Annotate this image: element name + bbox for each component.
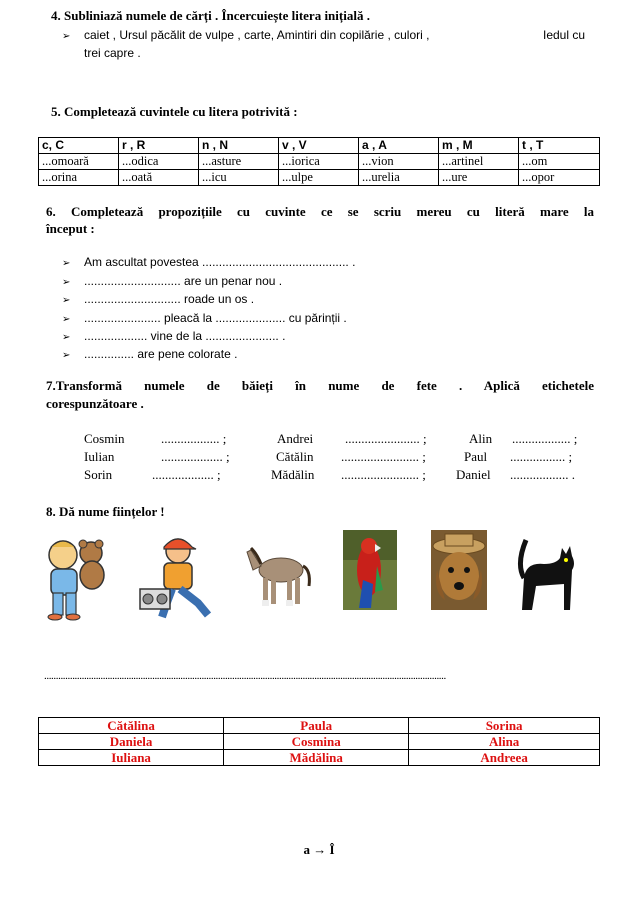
ex4-word-list-end: Iedul cu [543,28,586,42]
arrow-bullet-icon: ➢ [62,277,71,288]
ex5-letter-table [38,137,600,186]
boy-with-radio-image [136,533,216,621]
ex6-title-cont: început : [46,221,95,236]
arrow-bullet-icon: ➢ [62,332,71,343]
table-cell: Andreea [409,750,600,766]
table-cell: ...vion [359,154,439,170]
list-item: ➢ ............................. roade un os . [62,292,255,306]
answer-blank: ........................ ; [341,449,426,464]
table-cell: ...asture [199,154,279,170]
child-with-teddy-bear-image [41,533,113,621]
black-cat-image [516,534,580,612]
answer-blank: .................. ; [161,431,227,446]
boy-name: Sorin [84,467,113,482]
boy-name: Paul [464,449,488,464]
answer-blank: ........................ ; [341,467,426,482]
answer-blank: ....................... ; [345,431,427,446]
table-cell: ...opor [519,170,600,186]
table-cell: Daniela [39,734,224,750]
table-cell: ...odica [119,154,199,170]
boy-name: Alin [469,431,493,446]
list-item: ➢ ............... are pene colorate . [62,347,238,361]
table-cell: r , R [119,138,199,154]
ex7-title: 7.Transformă numele de băieți în nume de fete . Aplică etichetele [46,378,594,393]
boy-name: Cătălin [276,449,314,464]
answer-blank: ................... ; [152,467,221,482]
table-cell: ...om [519,154,600,170]
table-cell: a , A [359,138,439,154]
boy-name: Cosmin [84,431,125,446]
answer-blank: .................. . [510,467,575,482]
ex4-word-list: ➢ caiet , Ursul păcălit de vulpe , carte, Amintiri din copilărie , culori , [62,28,430,42]
table-cell: Mădălina [224,750,409,766]
boy-name: Andrei [277,431,314,446]
table-cell: ...artinel [439,154,519,170]
answer-blank: ................... ; [161,449,230,464]
table-cell: ...ure [439,170,519,186]
table-cell: t , T [519,138,600,154]
table-cell: Iuliana [39,750,224,766]
list-item: ➢ ....................... pleacă la ..................... cu părinții . [62,311,347,325]
table-cell: ...orina [39,170,119,186]
list-item: ➢ ............................. are un penar nou . [62,274,283,288]
arrow-bullet-icon: ➢ [62,295,71,306]
ex8-title: 8. Dă nume ființelor ! [46,504,165,519]
answer-blank: .................. ; [512,431,578,446]
arrow-bullet-icon: ➢ [62,350,71,361]
table-cell: ...omoară [39,154,119,170]
table-cell: Cosmina [224,734,409,750]
answer-blank: ................. ; [510,449,573,464]
ex7-title-cont: corespunzătoare . [46,396,144,411]
page-footer: a → Î [303,842,335,857]
dog-with-hat-image [431,530,487,610]
table-cell: ...iorica [279,154,359,170]
list-item: ➢ Am ascultat povestea ............................................ . [62,255,356,269]
ex5-title: 5. Completează cuvintele cu litera potrivită : [51,104,298,119]
table-cell: Cătălina [39,718,224,734]
ex4-word-list-cont: trei capre . [84,46,141,60]
arrow-bullet-icon: ➢ [62,258,71,269]
table-cell: Sorina [409,718,600,734]
table-cell: v , V [279,138,359,154]
table-cell: ...icu [199,170,279,186]
parrot-image [343,530,397,610]
list-item: ➢ ................... vine de la ...................... . [62,329,286,343]
boy-name: Iulian [84,449,115,464]
table-cell: ...oată [119,170,199,186]
arrow-bullet-icon: ➢ [62,31,71,42]
table-cell: Paula [224,718,409,734]
boy-name: Daniel [456,467,491,482]
horse-image [243,540,315,610]
arrow-bullet-icon: ➢ [62,314,71,325]
table-cell: ...urelia [359,170,439,186]
ex6-title: 6. Completează propozițiile cu cuvinte ce se scriu mereu cu literă mare la [46,204,594,219]
table-cell: m , M [439,138,519,154]
girl-names-table [38,717,600,766]
ex4-title: 4. Subliniază numele de cărți . Încercuiește litera inițială . [51,8,370,23]
table-cell: Alina [409,734,600,750]
table-cell: n , N [199,138,279,154]
answer-dotted-line: ........................................................................................................................................................................... [44,670,446,682]
boy-name: Mădălin [271,467,315,482]
table-cell: ...ulpe [279,170,359,186]
table-cell: c, C [39,138,119,154]
